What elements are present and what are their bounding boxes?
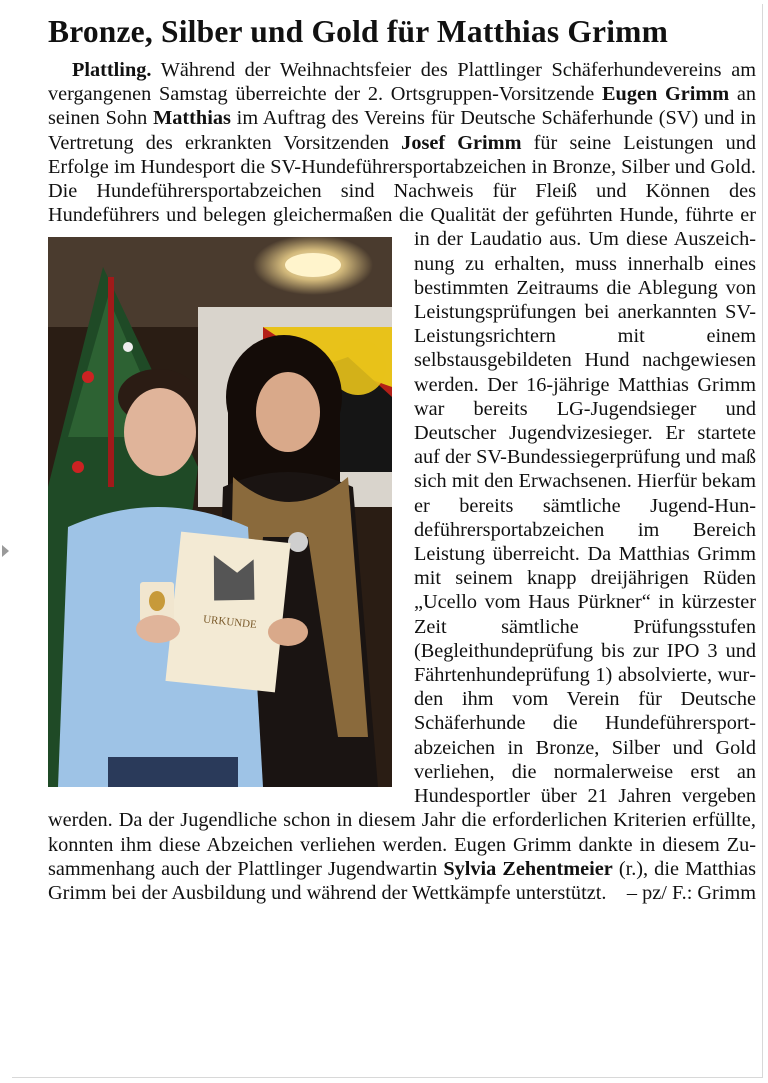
photo-credit: – pz/ F.: Grimm: [626, 881, 756, 904]
article-text-1: Während der Weihnachtsfeier des Plattlinger Schäferhundevereins am vergangenen Samstag überreichte der 2. Ortsgruppen-Vorsitzende: [48, 59, 756, 106]
person-name: Sylvia Zehentmeier: [443, 857, 613, 880]
woman-face: [256, 372, 320, 452]
article-text-2: an seinen Sohn: [48, 83, 757, 130]
photo-illustration: [48, 237, 392, 787]
person-name: Josef Grimm: [401, 131, 522, 154]
person-name: Eugen Grimm: [602, 83, 730, 106]
headline: Bronze, Silber und Gold für Matthias Grimm: [48, 14, 669, 49]
article-photo: [48, 237, 392, 787]
article-text-4: für seine Leistungen und Erfolge im Hundesport die SV-Hundeführersportabzeichen in Bronze, Silber und Gold. Die Hundeführersportabzeichen sind Nachweis für Fleiß und Können des Hundeführers und belegen gleichermaßen die Qualität der geführten Hunde, führte er in der Laudatio aus. Um diese Auszeichnung zu erhalten, muss innerhalb eines bestimmten Zeitraums die Ablegung von Leistungsprüfungen bei anerkannten SV-Leistungsrichtern mit einem selbstausgebildeten Hund nachgewiesen werden. Der 16-jährige Matthias Grimm war bereits LG-Jugendsieger und Deutscher Jugendvizesieger. Er startete auf der SV-Bundessiegerprüfung und maß sich mit den Erwachsenen. Hierfür bekam er bereits sämtliche Jugend-Hundeführersportabzeichen im Bereich Leistung überreicht. Da Matthias Grimm mit seinem knapp dreijährigen Rüden „Ucello vom Haus Pürkner“ in kürzester Zeit sämtliche Prüfungsstufen (Begleithundeprüfung bis zur IPO 3 und Fährtenhundeprüfung 1) absolvierte, wurden ihm vom Verein für Deutsche Schäferhunde die Hundeführersportabzeichen in Bronze, Silber und Gold verliehen, die normalerweise erst an Hundesportler über 21 Jahren vergeben werden. Da der Jugendliche schon in diesem Jahr die erforderlichen Kriterien erfüllte, konnten ihm diese Abzeichen verliehen werden. Eugen Grimm dankte in diesem Zusammenhang auch der Plattlinger Jugendwartin: [48, 131, 757, 880]
certificate-label: URKUNDE: [202, 613, 258, 632]
article-body: [48, 58, 756, 905]
article-text-3: im Auftrag des Vereins für Deutsche Schäferhunde (SV) und in Vertretung des erkrankten Vorsitzenden: [48, 107, 756, 154]
person-name: Matthias: [153, 107, 231, 130]
dateline: Plattling.: [72, 59, 152, 81]
boy-face: [124, 388, 196, 476]
page-turn-arrow-icon[interactable]: [2, 545, 9, 557]
article-text-5: (r.), die Matthias Grimm bei der Ausbildung und während der Wettkämpfe unterstützt.: [48, 857, 757, 904]
certificate: [165, 532, 290, 693]
